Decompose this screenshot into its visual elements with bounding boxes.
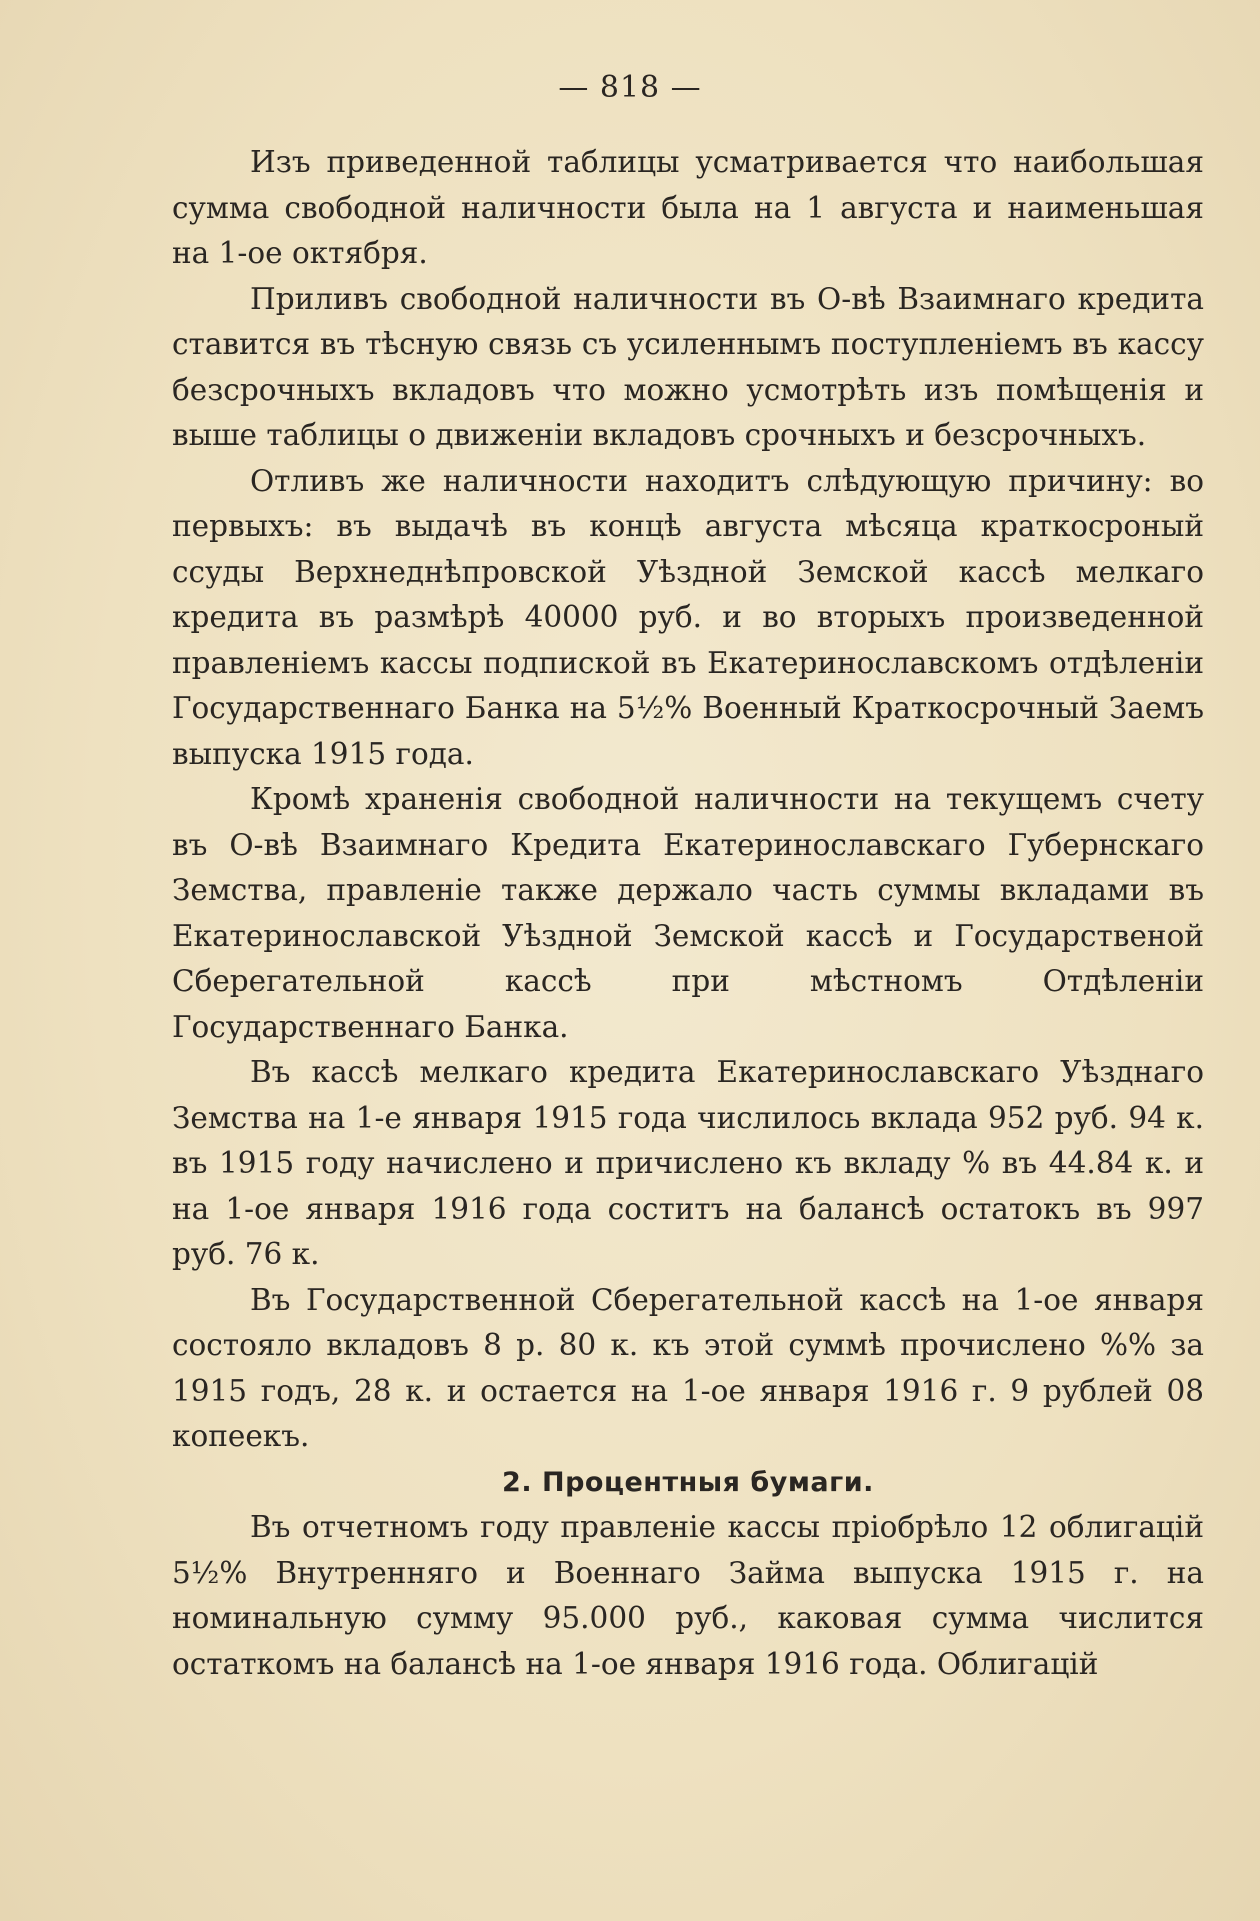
paragraph-6: Въ Государственной Сберегательной кассѣ на 1-ое января состояло вкладовъ 8 р. 80 к. къ этой суммѣ прочислено %% за 1915 годъ, 28 к. и остается на 1-ое января 1916 г. 9 рублей 08 копеекъ. xyxy=(172,1282,1204,1453)
paragraph-5: Въ кассѣ мелкаго кредита Екатеринославскаго Уѣзднаго Земства на 1-е января 1915 года числилось вклада 952 руб. 94 к. въ 1915 году начислено и причислено къ вкладу % въ 44.84 к. и на 1-ое января 1916 года соститъ на балансѣ остатокъ въ 997 руб. 76 к. xyxy=(172,1055,1204,1271)
paragraph-1: Изъ приведенной таблицы усматривается что наибольшая сумма свободной наличности была на 1 августа и наименьшая на 1-ое октября. xyxy=(172,145,1204,270)
page-number: — 818 — xyxy=(558,70,702,105)
paragraph-2: Приливъ свободной наличности въ О-вѣ Взаимнаго кредита ставится въ тѣсную связь съ усиленнымъ поступленіемъ въ кассу безсрочныхъ вкладовъ что можно усмотрѣть изъ помѣщенія и выше таблицы о движеніи вкладовъ срочныхъ и безсрочныхъ. xyxy=(172,281,1204,452)
paragraph-3: Отливъ же наличности находитъ слѣдующую причину: во первыхъ: въ выдачѣ въ концѣ августа мѣсяца краткосроный ссуды Верхнеднѣпровской Уѣздной Земской кассѣ мелкаго кредита въ размѣрѣ 40000 руб. и во вторыхъ произведенной правленіемъ кассы подпиской въ Екатеринославскомъ отдѣленіи Государственнаго Банка на 5½% Военный Краткосрочный Заемъ выпуска 1915 года. xyxy=(172,463,1204,771)
section-heading: 2. Процентныя бумаги. xyxy=(502,1466,874,1498)
page-text xyxy=(172,140,1204,1687)
paragraph-7: Въ отчетномъ году правленіе кассы пріобрѣло 12 облигацій 5½% Внутренняго и Военнаго Займа выпуска 1915 г. на номинальную сумму 95.000 руб., каковая сумма числится остаткомъ на балансѣ на 1-ое января 1916 года. Облигацій xyxy=(172,1510,1204,1681)
paragraph-4: Кромѣ храненія свободной наличности на текущемъ счету въ О-вѣ Взаимнаго Кредита Екатеринославскаго Губернскаго Земства, правленіе также держало часть суммы вкладами въ Екатеринославской Уѣздной Земской кассѣ и Государственой Сберегательной кассѣ при мѣстномъ Отдѣленіи Государственнаго Банка. xyxy=(172,782,1204,1044)
